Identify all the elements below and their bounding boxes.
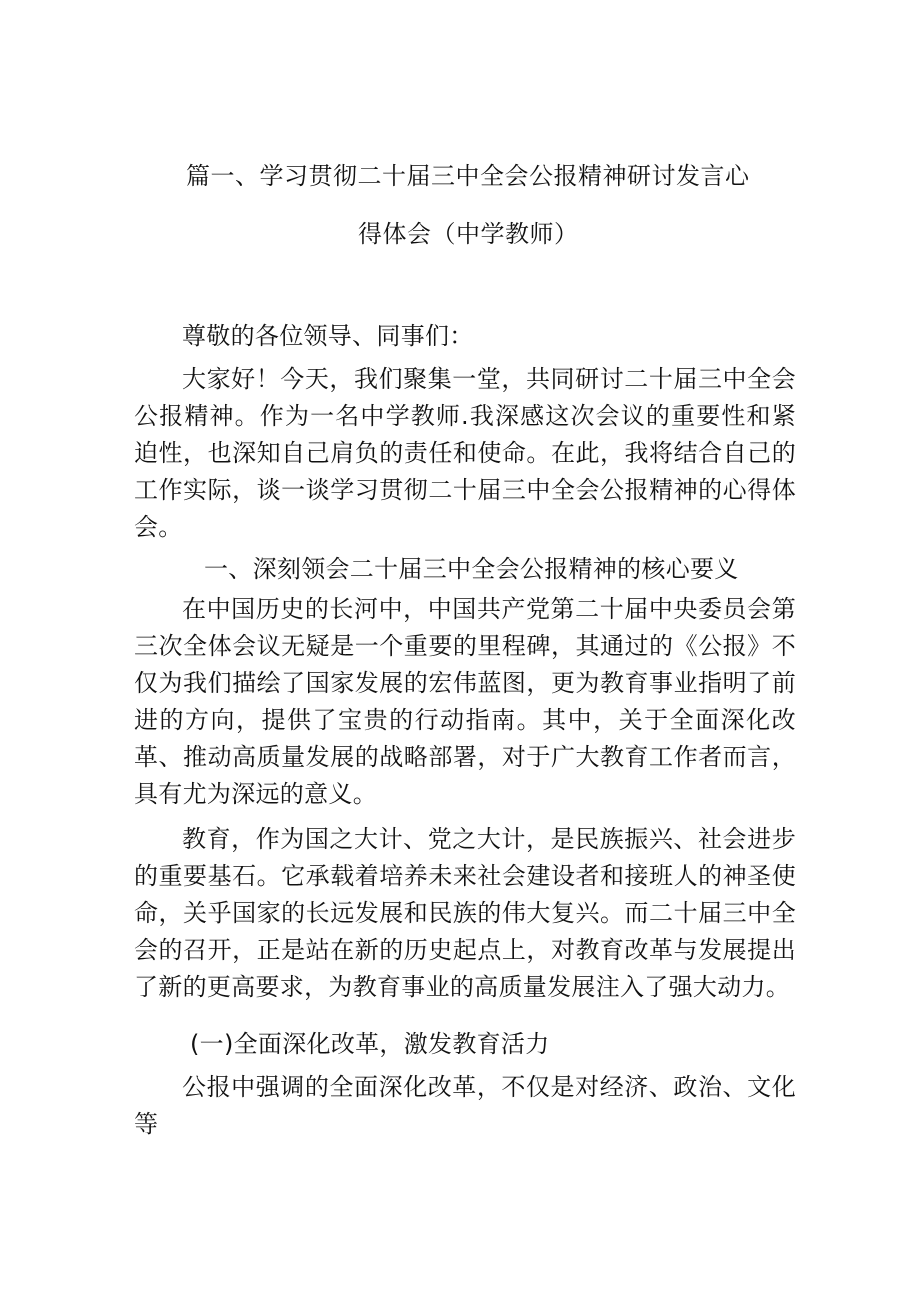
document-title-line-1: 篇一、学习贯彻二十届三中全会公报精神研讨发言心 (186, 162, 750, 190)
document-body (134, 318, 796, 1143)
section1-paragraph-1: 在中国历史的长河中，中国共产党第二十届中央委员会第三次全体会议无疑是一个重要的里程碑，其通过的《公报》不仅为我们描绘了国家发展的宏伟蓝图，更为教育事业指明了前进的方向，提供了宝贵的行动指南。其中，关于全面深化改革、推动高质量发展的战略部署，对于广大教育工作者而言，具有尤为深远的意义。 (134, 595, 796, 808)
section-heading-1: 一、深刻领会二十届三中全会公报精神的核心要义 (204, 555, 739, 583)
salutation: 尊敬的各位领导、同事们： (182, 322, 474, 350)
subsection1-paragraph-1: 公报中强调的全面深化改革，不仅是对经济、政治、文化等 (134, 1073, 796, 1138)
document-title-line-2: 得体会（中学教师） (358, 220, 579, 248)
intro-paragraph: 大家好！今天，我们聚集一堂，共同研讨二十届三中全会公报精神。作为一名中学教师.我深感这次会议的重要性和紧迫性，也深知自己肩负的责任和使命。在此，我将结合自己的工作实际，谈一谈学习贯彻二十届三中全会公报精神的心得体会。 (134, 365, 796, 541)
section1-paragraph-2: 教育，作为国之大计、党之大计，是民族振兴、社会进步的重要基石。它承载着培养未来社会建设者和接班人的神圣使命，关乎国家的长远发展和民族的伟大复兴。而二十届三中全会的召开，正是站在新的历史起点上，对教育改革与发展提出了新的更高要求，为教育事业的高质量发展注入了强大动力。 (134, 825, 796, 1001)
subsection-heading-1: (一)全面深化改革，激发教育活力 (190, 1030, 550, 1058)
